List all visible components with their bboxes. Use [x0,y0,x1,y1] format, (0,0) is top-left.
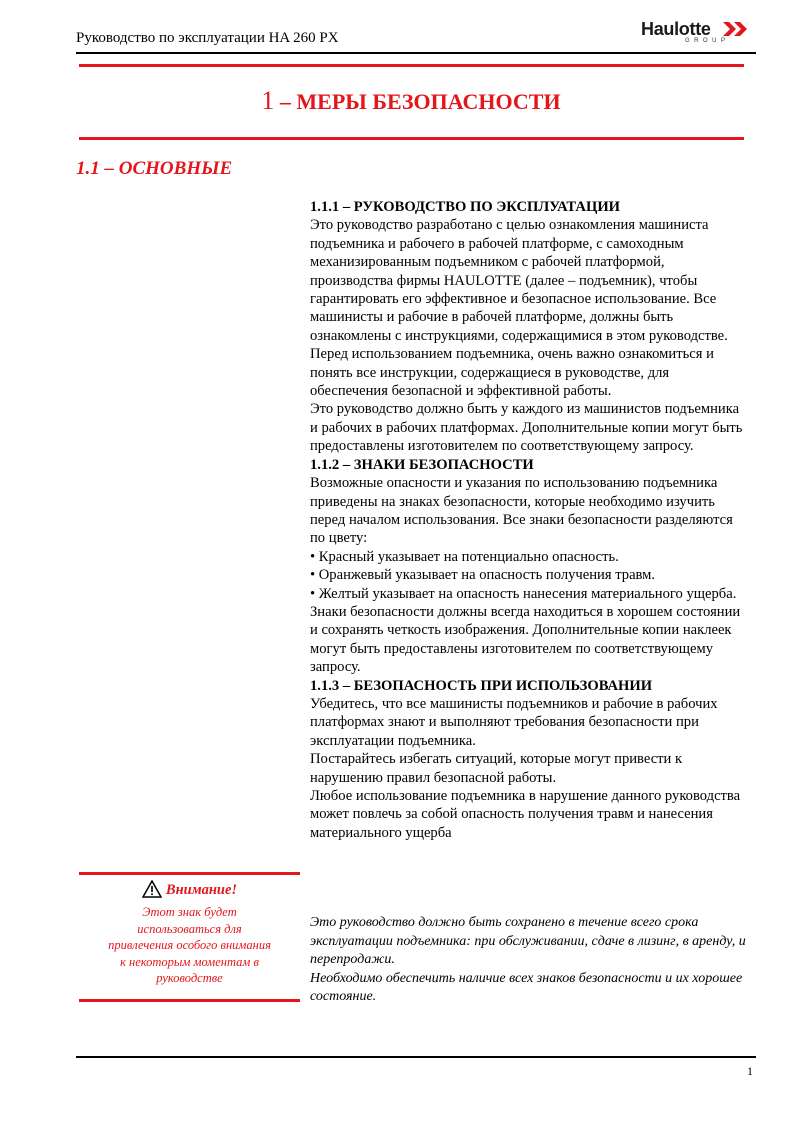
warning-box [79,872,300,1002]
note-paragraph: Необходимо обеспечить наличие всех знаков безопасности и их хорошее состояние. [310,970,743,1005]
warning-title: Внимание! [165,882,238,898]
main-text-column [310,198,750,842]
document-title: Руководство по эксплуатации HA 260 PX [76,30,339,46]
warning-heading [79,880,300,899]
warning-triangle-icon [142,880,162,898]
subsection-heading: 1.1.3 – БЕЗОПАСНОСТЬ ПРИ ИСПОЛЬЗОВАНИИ [310,677,653,694]
chapter-title-text: – МЕРЫ БЕЗОПАСНОСТИ [279,89,561,114]
footer-divider [76,1056,756,1058]
haulotte-logo [641,19,751,47]
warning-rule-bottom [79,999,300,1002]
logo-group-text: GROUP [685,38,730,44]
subsection-heading: 1.1.1 – РУКОВОДСТВО ПО ЭКСПЛУАТАЦИИ [310,199,621,215]
paragraph: Постарайтесь избегать ситуаций, которые могут привести к нарушению правил безопасной работы. [310,751,683,786]
chapter-number: 1 [261,86,275,115]
bullet-yellow: • Желтый указывает на опасность нанесения материального ущерба. [310,585,737,602]
paragraph: Знаки безопасности должны всегда находиться в хорошем состоянии и сохранять четкость изображения. Дополнительные копии наклеек могут быть предоставлены изготовителем по соответствующему запросу. [310,603,741,676]
logo-wordmark: Haulotte [641,19,711,39]
note-paragraph: Это руководство должно быть сохранено в течение всего срока эксплуатации подъемника: при обслуживании, сдаче в лизинг, в аренду, и перепродажи. [310,915,746,968]
paragraph: Это руководство должно быть у каждого из машинистов подъемника и рабочих в рабочих платформах. Дополнительные копии могут быть предоставлены изготовителем по соответствующему запросу. [310,401,743,455]
paragraph: Это руководство разработано с целью ознакомления машиниста подъемника и рабочего в рабочей платформе, с самоходным механизированным подъемником с рабочей платформой, производства фирмы HAULOTTE (далее – подъемник), чтобы гарантировать его эффективное и безопасное использование. Все машинисты и рабочие в рабочей платформе, должны быть ознакомлены с инструкциями, содержащимися в этом руководстве. Перед использованием подъемника, очень важно ознакомиться и понять все инструкции, содержащиеся в руководстве, для обеспечения безопасной и эффективной работы. [310,217,728,400]
chapter-title [76,86,746,116]
section-title: 1.1 – ОСНОВНЫЕ [76,158,233,179]
chevrons-icon [723,22,749,36]
retention-notes [310,914,755,1007]
header-divider [76,52,756,54]
bullet-red: • Красный указывает на потенциально опасность. [310,548,619,565]
paragraph: Возможные опасности и указания по использованию подъемника приведены на знаках безопасности, которые необходимо изучить перед началом использования. Все знаки безопасности разделяются по цвету: [310,475,733,547]
paragraph: Убедитесь, что все машинисты подъемников и рабочие в рабочих платформах знают и выполняют требования безопасности при эксплуатации подъемника. [310,695,718,749]
subsection-heading: 1.1.2 – ЗНАКИ БЕЗОПАСНОСТИ [310,456,534,473]
page-number: 1 [747,1064,753,1078]
warning-text: Этот знак будет использоваться для привлечения особого внимания к некоторым моментам в руководстве [108,905,271,985]
title-rule-bottom [79,137,744,140]
title-rule-top [79,64,744,67]
bullet-orange: • Оранжевый указывает на опасность получения травм. [310,567,656,584]
paragraph: Любое использование подъемника в нарушение данного руководства может повлечь за собой опасность получения травм и нанесения материального ущерба [310,788,741,841]
warning-rule-top [79,872,300,875]
